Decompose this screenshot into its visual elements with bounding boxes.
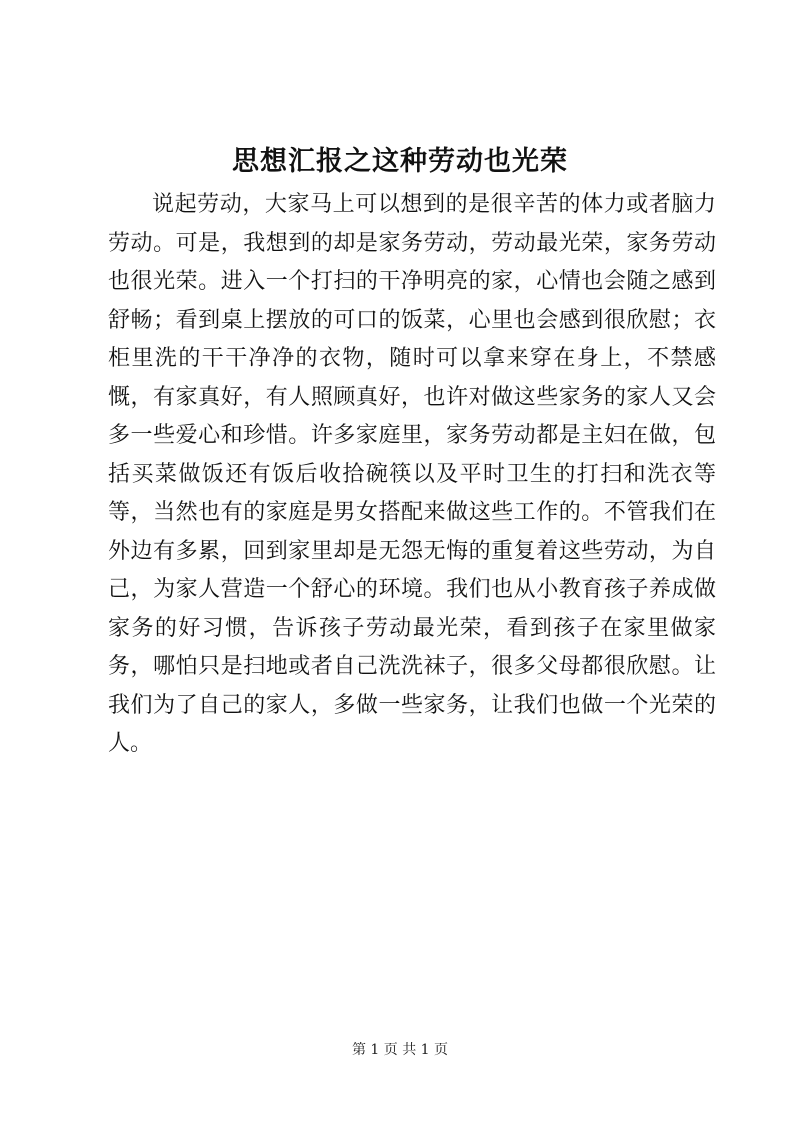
page-number-footer: 第 1 页 共 1 页 [351,1042,449,1058]
document-body-paragraph: 说起劳动，大家马上可以想到的是很辛苦的体力或者脑力劳动。可是，我想到的却是家务劳动，劳动最光荣，家务劳动也很光荣。进入一个打扫的干净明亮的家，心情也会随之感到舒畅；看到桌上摆放的可口的饭菜，心里也会感到很欣慰；衣柜里洗的干干净净的衣物，随时可以拿来穿在身上，不禁感慨，有家真好，有人照顾真好，也许对做这些家务的家人又会多一些爱心和珍惜。许多家庭里，家务劳动都是主妇在做，包括买菜做饭还有饭后收拾碗筷以及平时卫生的打扫和洗衣等等，当然也有的家庭是男女搭配来做这些工作的。不管我们在外边有多累，回到家里却是无怨无悔的重复着这些劳动，为自己，为家人营造一个舒心的环境。我们也从小教育孩子养成做家务的好习惯，告诉孩子劳动最光荣，看到孩子在家里做家务，哪怕只是扫地或者自己洗洗袜子，很多父母都很欣慰。让我们为了自己的家人，多做一些家务，让我们也做一个光荣的人。 [108,192,716,756]
document-title: 思想汇报之这种劳动也光荣 [232,146,568,177]
